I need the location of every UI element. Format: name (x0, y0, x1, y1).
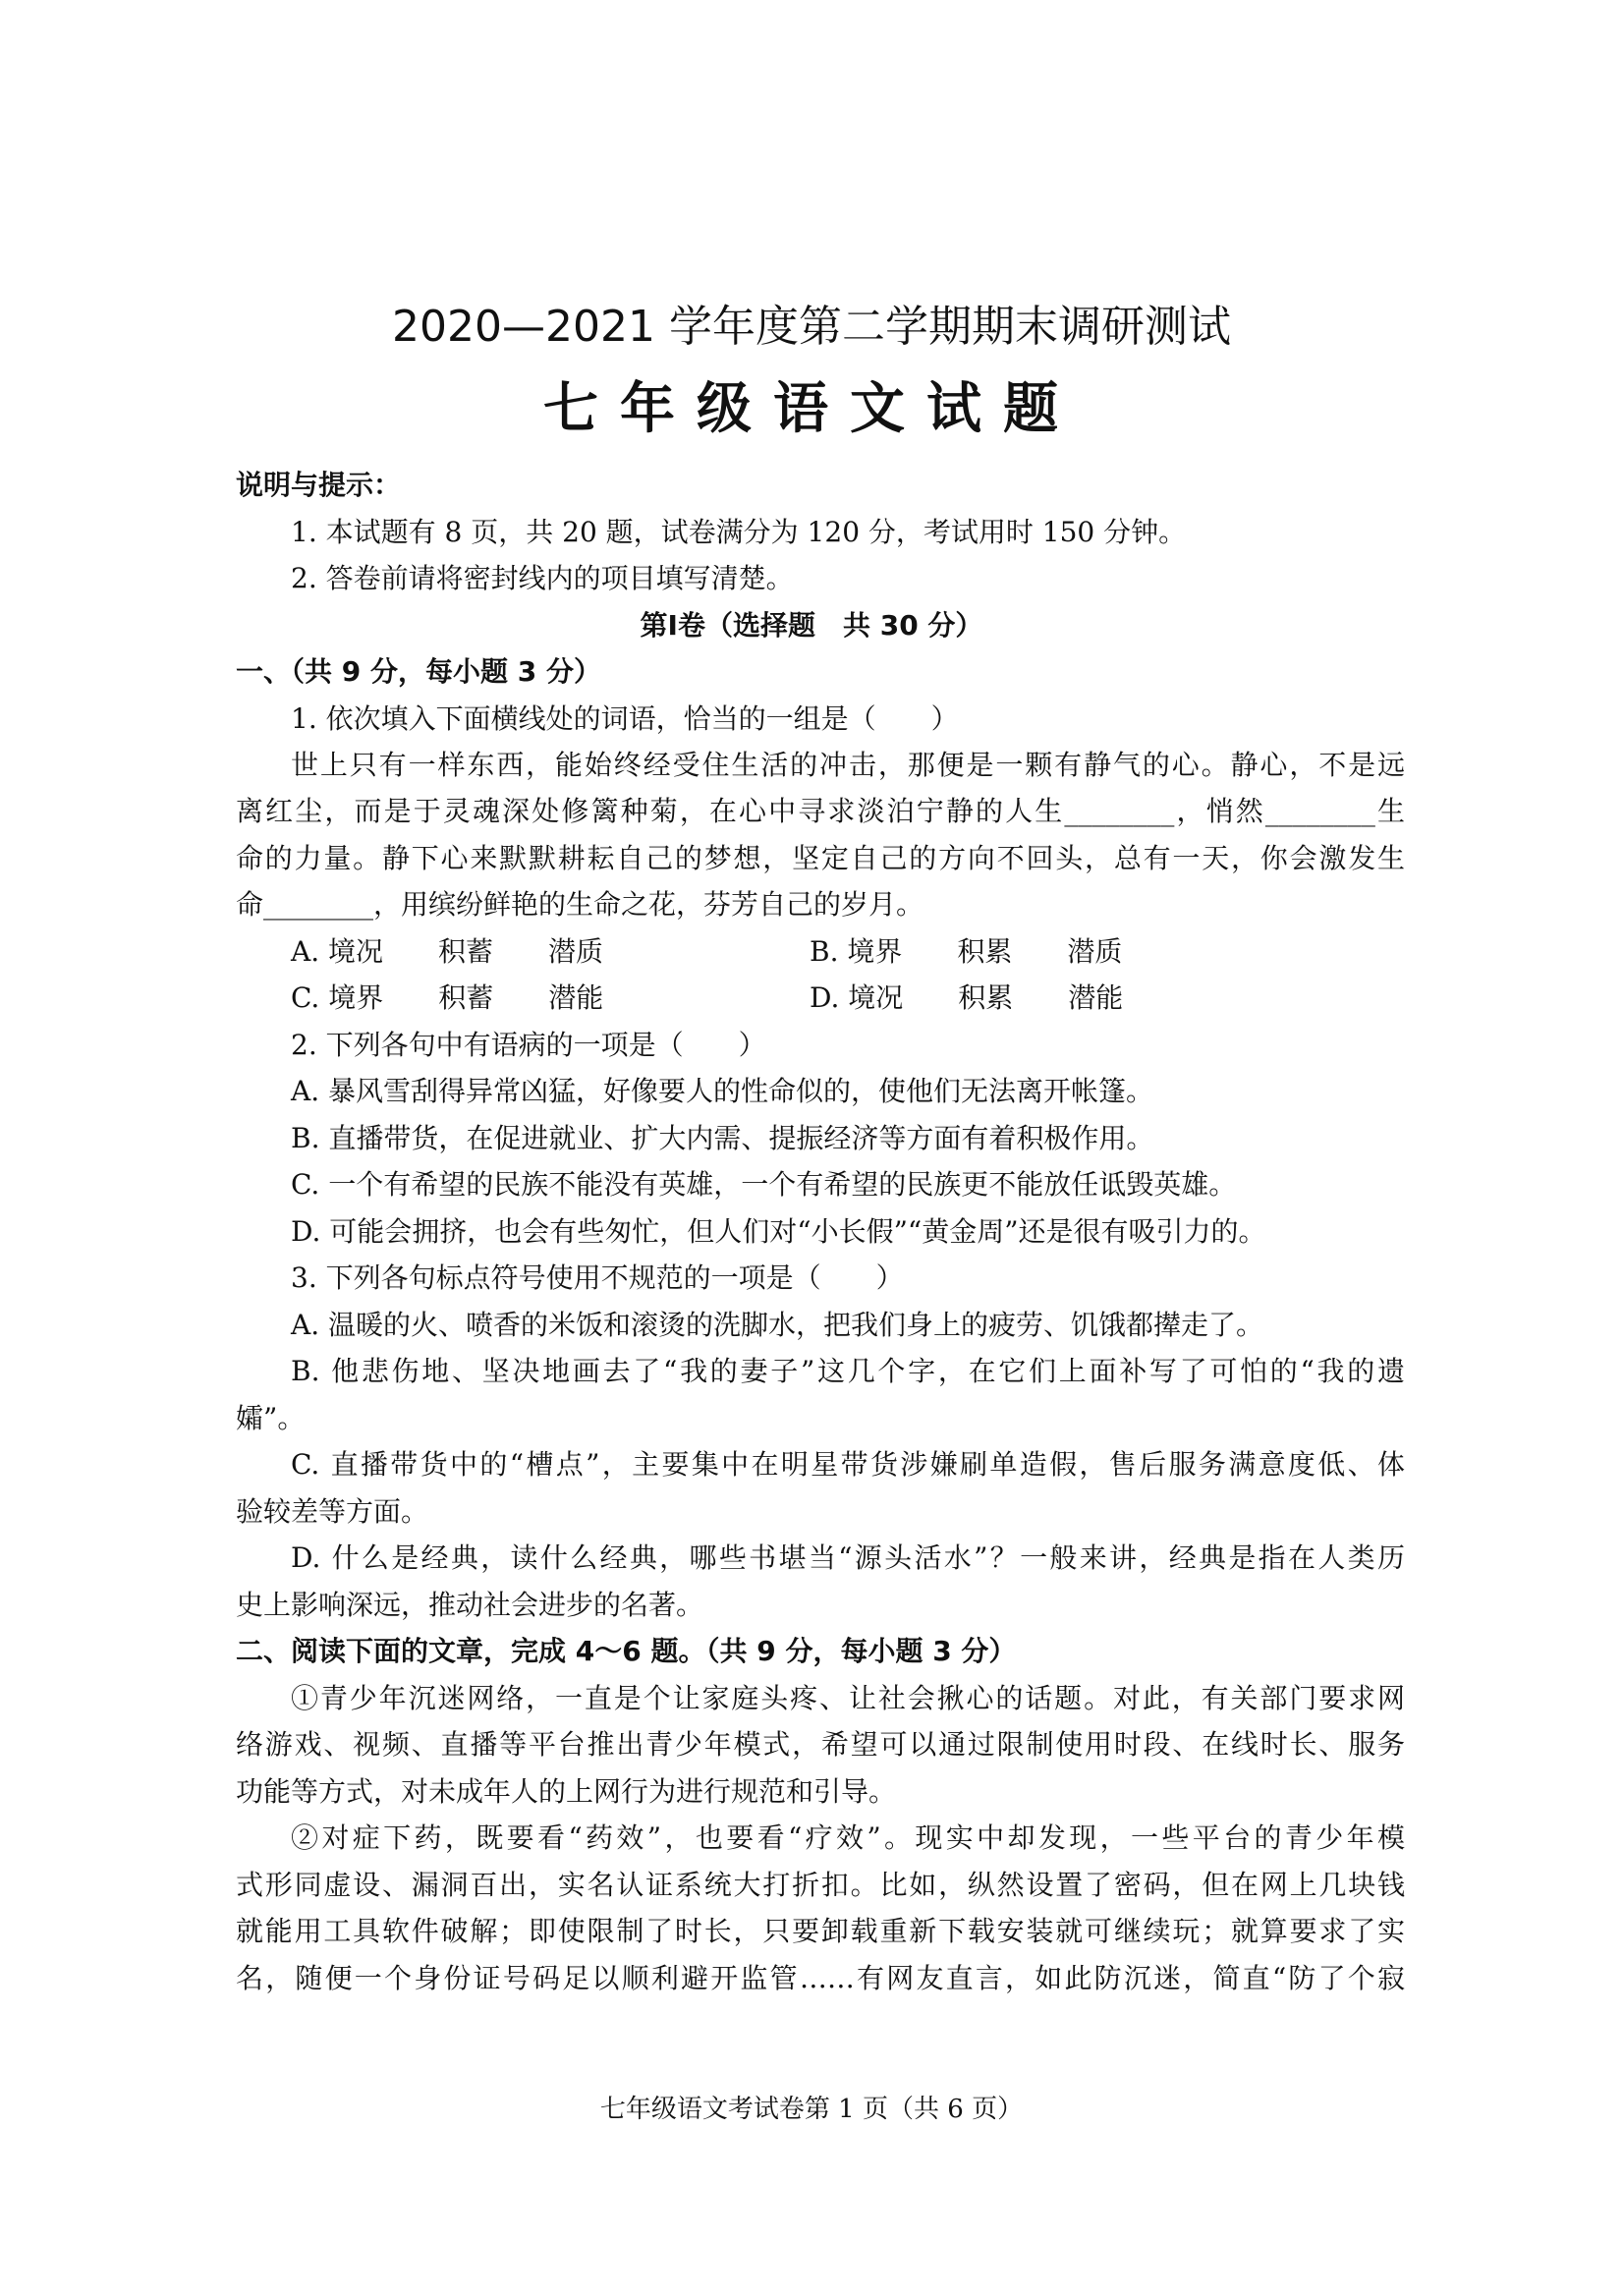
part1-title: 第Ⅰ卷（选择题 共 30 分） (640, 609, 983, 642)
article-line: ②对症下药，既要看“药效”，也要看“疗效”。现实中却发现，一些平台的青少年模 (291, 1821, 1405, 1854)
q1-passage-line: 离红尘，而是于灵魂深处修篱种菊，在心中寻求淡泊宁静的人生________，悄然________生 (236, 795, 1405, 827)
q2-option-a: A. 暴风雪刮得异常凶猛，好像要人的性命似的，使他们无法离开帐篷。 (291, 1075, 1154, 1107)
q3-option-d-cont: 史上影响深远，推动社会进步的名著。 (236, 1589, 704, 1621)
q3-option-b-cont: 孀”。 (236, 1402, 306, 1434)
q3-option-c: C. 直播带货中的“槽点”，主要集中在明星带货涉嫌刷单造假，售后服务满意度低、体 (291, 1448, 1405, 1481)
note-item-2: 2. 答卷前请将密封线内的项目填写清楚。 (291, 562, 794, 594)
q3-option-a: A. 温暖的火、喷香的米饭和滚烫的洗脚水，把我们身上的疲劳、饥饿都撵走了。 (291, 1309, 1264, 1341)
q3-option-b: B. 他悲伤地、坚决地画去了“我的妻子”这几个字，在它们上面补写了可怕的“我的遗 (291, 1355, 1405, 1387)
exam-title: 2020—2021 学年度第二学期期末调研测试 (392, 302, 1231, 352)
article-line: 功能等方式，对未成年人的上网行为进行规范和引导。 (236, 1775, 897, 1808)
article-line: 就能用工具软件破解；即使限制了时长，只要卸载重新下载安装就可继续玩；就算要求了实 (236, 1915, 1405, 1947)
q3-stem: 3. 下列各句标点符号使用不规范的一项是（ ） (291, 1261, 904, 1294)
exam-subtitle: 七年级语文试题 (543, 377, 1080, 441)
q1-option-a: A. 境况 积蓄 潜质 (291, 935, 604, 968)
q1-option-b: B. 境界 积累 潜质 (810, 935, 1123, 968)
page-footer: 七年级语文考试卷第 1 页（共 6 页） (599, 2095, 1024, 2124)
q1-option-c: C. 境界 积蓄 潜能 (291, 981, 604, 1014)
q1-passage-line: 命________，用缤纷鲜艳的生命之花，芬芳自己的岁月。 (236, 888, 924, 921)
q1-passage-line: 命的力量。静下心来默默耕耘自己的梦想，坚定自己的方向不回头，总有一天，你会激发生 (236, 842, 1405, 874)
q3-option-c-cont: 验较差等方面。 (236, 1495, 429, 1528)
q1-stem: 1. 依次填入下面横线处的词语，恰当的一组是（ ） (291, 702, 959, 735)
article-line: 式形同虚设、漏洞百出，实名认证系统大打折扣。比如，纵然设置了密码，但在网上几块钱 (236, 1869, 1405, 1901)
article-line: 名，随便一个身份证号码足以顺利避开监管……有网友直言，如此防沉迷，简直“防了个寂 (236, 1962, 1405, 1994)
section1-heading: 一、（共 9 分，每小题 3 分） (236, 655, 601, 688)
article-line: ①青少年沉迷网络，一直是个让家庭头疼、让社会揪心的话题。对此，有关部门要求网 (291, 1682, 1405, 1714)
q2-option-d: D. 可能会拥挤，也会有些匆忙，但人们对“小长假”“黄金周”还是很有吸引力的。 (291, 1215, 1266, 1248)
q2-option-b: B. 直播带货，在促进就业、扩大内需、提振经济等方面有着积极作用。 (291, 1122, 1154, 1154)
article-line: 络游戏、视频、直播等平台推出青少年模式，希望可以通过限制使用时段、在线时长、服务 (236, 1728, 1405, 1761)
q1-option-d: D. 境况 积累 潜能 (810, 981, 1124, 1014)
notes-heading: 说明与提示： (236, 469, 402, 501)
section2-heading: 二、阅读下面的文章，完成 4～6 题。（共 9 分，每小题 3 分） (236, 1635, 1017, 1667)
note-item-1: 1. 本试题有 8 页，共 20 题，试卷满分为 120 分，考试用时 150 分钟。 (291, 516, 1187, 548)
q1-passage-line: 世上只有一样东西，能始终经受住生活的冲击，那便是一颗有静气的心。静心，不是远 (291, 749, 1405, 781)
q2-option-c: C. 一个有希望的民族不能没有英雄，一个有希望的民族更不能放任诋毁英雄。 (291, 1168, 1237, 1201)
q2-stem: 2. 下列各句中有语病的一项是（ ） (291, 1029, 766, 1061)
q3-option-d: D. 什么是经典，读什么经典，哪些书堪当“源头活水”？一般来讲，经典是指在人类历 (291, 1541, 1405, 1574)
